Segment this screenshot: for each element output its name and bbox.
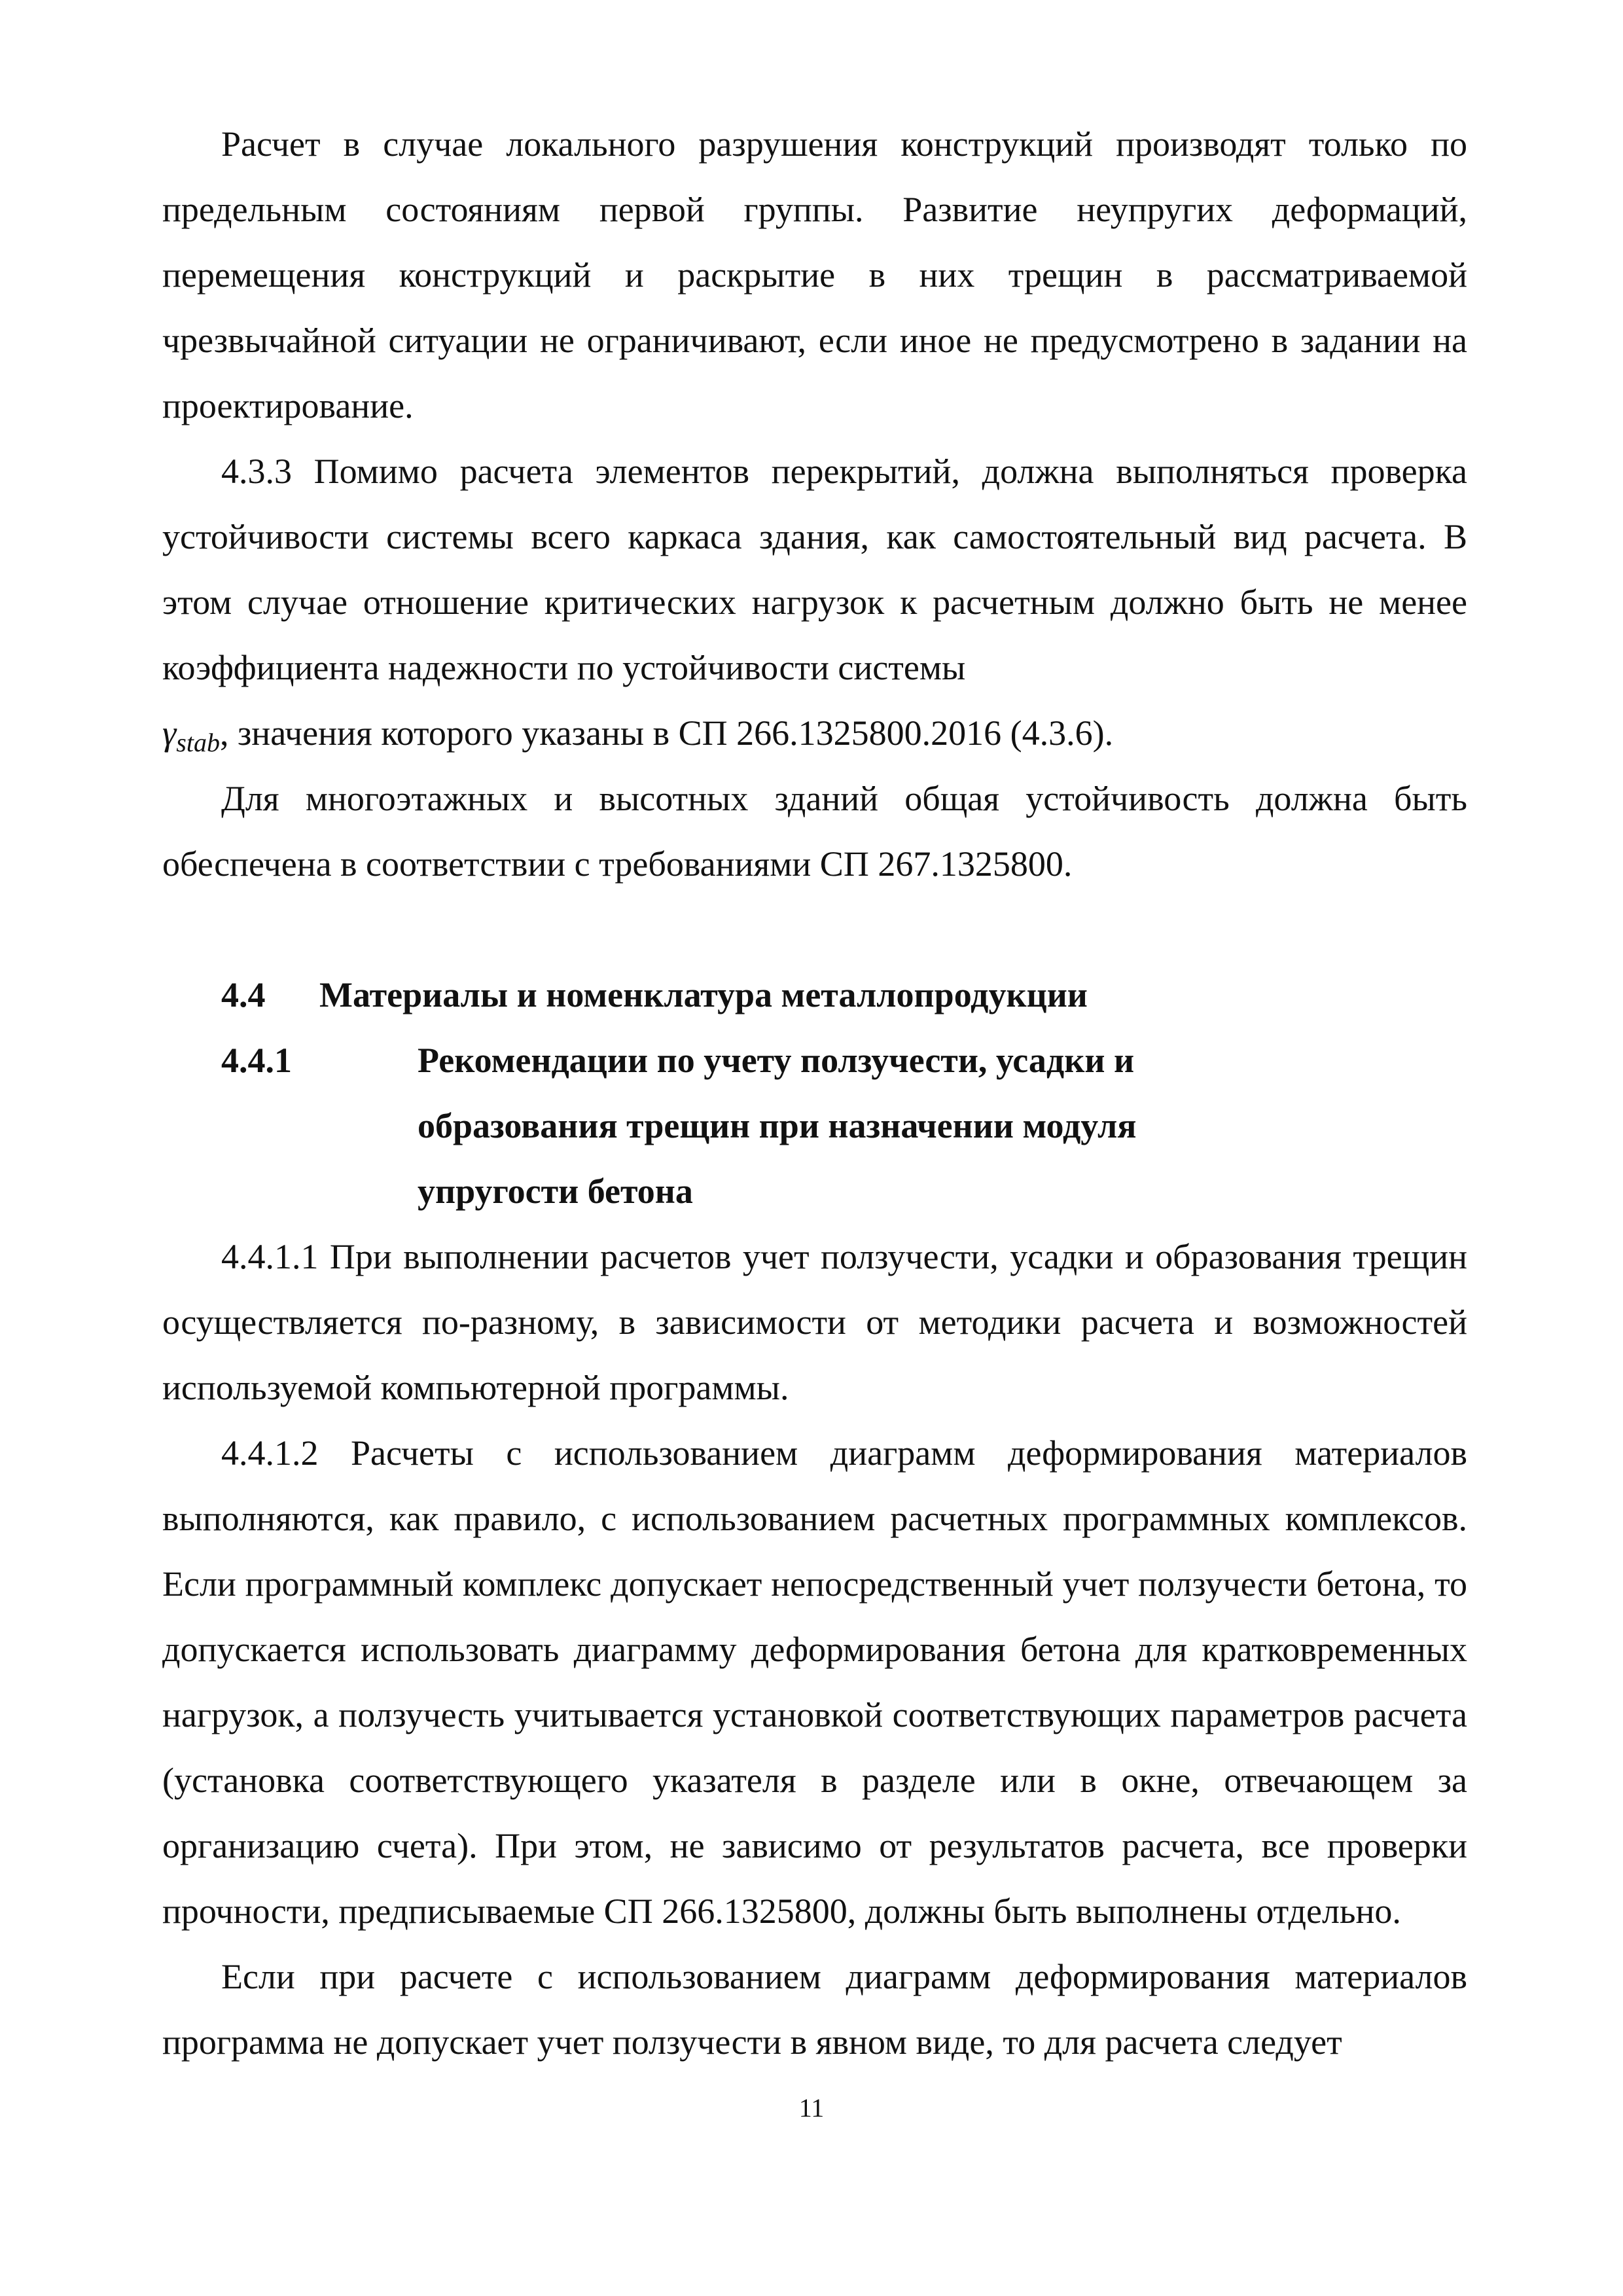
subsection-title: Рекомендации по учету ползучести, усадки и образования трещин при назначении модуля упругости бетона xyxy=(418,1041,1137,1211)
subsection-heading-4-4-1 xyxy=(162,1028,1467,1224)
paragraph-4-3-3: 4.3.3 Помимо расчета элементов перекрытий, должна выполняться проверка устойчивости системы всего каркаса здания, как самостоятельный вид расчета. В этом случае отношение критических нагрузок к расчетным должно быть не менее коэффициента надежности по устойчивости системы xyxy=(162,452,1467,687)
page-body xyxy=(162,111,1467,2075)
paragraph-local-destruction: Расчет в случае локального разрушения конструкций производят только по предельным состояниям первой группы. Развитие неупругих деформаций, перемещения конструкций и раскрытие в них трещин в рассматриваемой чрезвычайной ситуации не ограничивают, если иное не предусмотрено в задании на проектирование. xyxy=(162,124,1467,425)
subsection-number: 4.4.1 xyxy=(221,1041,292,1080)
gamma-stab-text: , значения которого указаны в СП 266.1325800.2016 (4.3.6). xyxy=(219,713,1114,753)
gamma-stab-symbol: $\gamma_{stab}$ xyxy=(162,713,220,757)
paragraph-gamma-stab xyxy=(162,700,1467,766)
paragraph-creep-not-supported: Если при расчете с использованием диаграмм деформирования материалов программа не допускает учет ползучести в явном виде, то для расчета следует xyxy=(162,1957,1467,2062)
paragraph-multistorey-stability: Для многоэтажных и высотных зданий общая устойчивость должна быть обеспечена в соответствии с требованиями СП 267.1325800. xyxy=(162,779,1467,884)
section-heading-4-4 xyxy=(162,962,1467,1028)
paragraph-4-4-1-2: 4.4.1.2 Расчеты с использованием диаграмм деформирования материалов выполняются, как правило, с использованием расчетных программных комплексов. Если программный комплекс допускает непосредственный учет ползучести бетона, то допускается использовать диаграмму деформирования бетона для кратковременных нагрузок, а ползучесть учитывается установкой соответствующих параметров расчета (установка соответствующего указателя в разделе или в окне, отвечающем за организацию счета). При этом, не зависимо от результатов расчета, все проверки прочности, предписываемые СП 266.1325800, должны быть выполнены отдельно. xyxy=(162,1433,1467,1931)
section-title: Материалы и номенклатура металлопродукции xyxy=(319,975,1088,1014)
section-number: 4.4 xyxy=(221,975,266,1014)
paragraph-4-4-1-1: 4.4.1.1 При выполнении расчетов учет ползучести, усадки и образования трещин осуществляется по-разному, в зависимости от методики расчета и возможностей используемой компьютерной программы. xyxy=(162,1237,1467,1407)
page-number: 11 xyxy=(798,2093,825,2123)
